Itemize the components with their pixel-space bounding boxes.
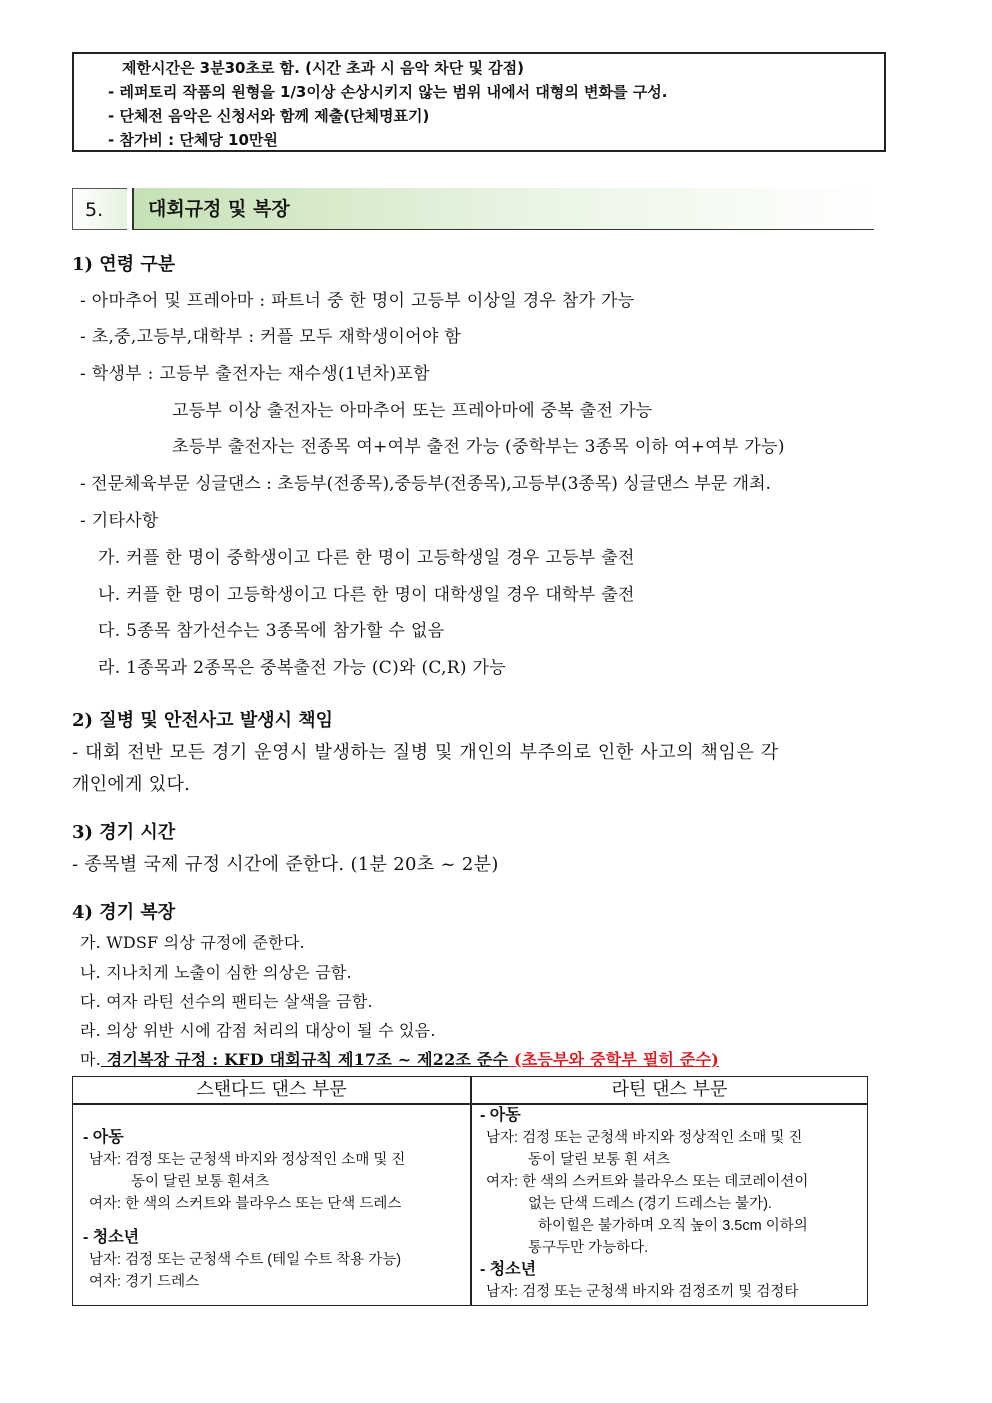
time-line: - 종목별 국제 규정 시간에 준한다. (1분 20초 ~ 2분) [72,854,499,875]
costume-rule-line [80,1047,719,1070]
standard-child-female: 여자: 한 색의 스커트와 블라우스 또는 단색 드레스 [89,1196,402,1212]
latin-child-label: - 아동 [480,1107,521,1124]
standard-child-male-cont: 동이 달린 보통 흰셔츠 [131,1174,270,1190]
age-line: 초등부 출전자는 전종목 여+여부 출전 가능 (중학부는 3종목 이하 여+여부 가능) [172,437,785,457]
age-line: 나. 커플 한 명이 고등학생이고 다른 한 명이 대학생일 경우 대학부 출전 [98,585,635,605]
latin-header: 라틴 댄스 부문 [611,1079,728,1100]
age-heading: 1) 연령 구분 [72,254,176,275]
section-header [72,188,872,232]
costume-rule-prefix: 마. [80,1050,101,1069]
age-line: 다. 5종목 참가선수는 3종목에 참가할 수 없음 [98,621,445,641]
time-limit-line: 제한시간은 3분30초로 함. (시간 초과 시 음악 차단 및 감점) [122,59,525,77]
age-line: - 기타사항 [80,511,159,531]
age-line: 라. 1종목과 2종목은 중복출전 가능 (C)와 (C,R) 가능 [98,658,506,678]
latin-cell [480,1105,860,1303]
latin-child-female: 여자: 한 색의 스커트와 블라우스 또는 데코레이션이 [486,1174,809,1190]
fee-line: - 참가비 : 단체당 10만원 [108,131,278,149]
music-line: - 단체전 음악은 신청서와 함께 제출(단체명표기) [108,107,430,125]
costume-line: 다. 여자 라틴 선수의 팬티는 살색을 금함. [80,992,373,1011]
age-line: - 학생부 : 고등부 출전자는 재수생(1년차)포함 [80,364,430,384]
costume-table [72,1076,868,1306]
standard-youth-male: 남자: 검정 또는 군청색 수트 (테일 수트 착용 가능) [89,1252,402,1268]
safety-heading: 2) 질병 및 안전사고 발생시 책임 [72,710,334,731]
section-number: 5. [72,188,127,230]
age-line: 고등부 이상 출전자는 아마추어 또는 프레아마에 중복 출전 가능 [172,401,653,421]
safety-line: 개인에게 있다. [72,774,191,795]
table-divider [470,1077,472,1305]
standard-child-male: 남자: 검정 또는 군청색 바지와 정상적인 소매 및 진 [89,1152,406,1168]
age-line: 가. 커플 한 명이 중학생이고 다른 한 명이 고등학생일 경우 고등부 출전 [98,548,635,568]
standard-cell [83,1127,463,1293]
costume-line: 나. 지나치게 노출이 심한 의상은 금함. [80,963,352,982]
age-line: - 전문체육부문 싱글댄스 : 초등부(전종목),중등부(전종목),고등부(3종목) 싱글댄스 부문 개최. [80,474,771,494]
costume-rule-text: 경기복장 규정 : KFD 대회규칙 제17조 ~ 제22조 준수 [100,1050,509,1069]
latin-youth-male: 남자: 검정 또는 군청색 바지와 검정조끼 및 검정타 [486,1284,799,1300]
standard-youth-female: 여자: 경기 드레스 [89,1274,200,1290]
latin-child-male-cont: 동이 달린 보통 흰 셔츠 [528,1152,671,1168]
latin-child-male: 남자: 검정 또는 군청색 바지와 정상적인 소매 및 진 [486,1130,803,1146]
repertoire-line: - 레퍼토리 작품의 원형을 1/3이상 손상시키지 않는 범위 내에서 대형의 변화를 구성. [108,83,668,101]
safety-line: - 대회 전반 모든 경기 운영시 발생하는 질병 및 개인의 부주의로 인한 사고의 책임은 각 [72,742,779,763]
latin-child-female-shoes: 통구두만 가능하다. [528,1240,649,1256]
costume-line: 라. 의상 위반 시에 감점 처리의 대상이 될 수 있음. [80,1021,436,1040]
standard-child-label: - 아동 [83,1129,124,1146]
standard-youth-label: - 청소년 [83,1229,140,1246]
costume-rule-note: (초등부와 중학부 필히 준수) [508,1050,720,1069]
entry-rules-box [72,52,886,152]
latin-child-female-cont: 없는 단색 드레스 (경기 드레스는 불가). [528,1196,772,1212]
costume-line: 가. WDSF 의상 규정에 준한다. [80,933,305,952]
age-line: - 아마추어 및 프레아마 : 파트너 중 한 명이 고등부 이상일 경우 참가 가능 [80,291,635,311]
time-heading: 3) 경기 시간 [72,822,176,843]
latin-child-female-heels: 하이힐은 불가하며 오직 높이 3.5cm 이하의 [538,1218,808,1234]
standard-header: 스탠다드 댄스 부문 [196,1079,347,1100]
age-line: - 초,중,고등부,대학부 : 커플 모두 재학생이어야 함 [80,327,462,347]
costume-heading: 4) 경기 복장 [72,902,176,923]
section-title: 대회규정 및 복장 [132,188,874,230]
latin-youth-label: - 청소년 [480,1261,537,1278]
